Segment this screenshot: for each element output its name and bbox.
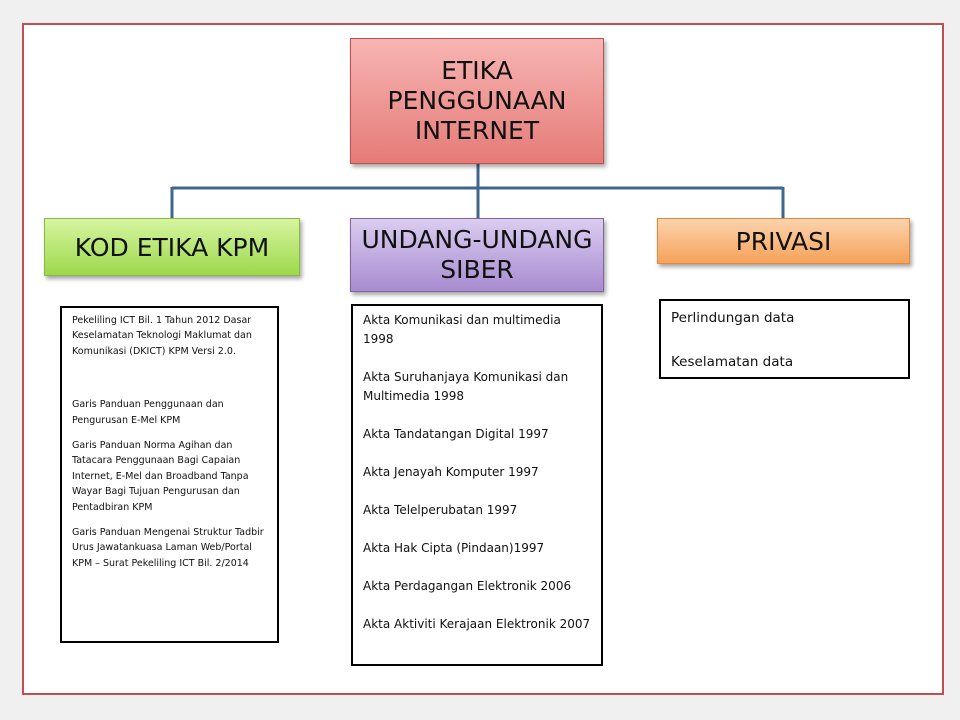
root-title (388, 56, 567, 146)
list-item: Akta Aktiviti Kerajaan Elektronik 2007 (363, 617, 591, 631)
list-item: Akta Perdagangan Elektronik 2006 (363, 579, 572, 593)
branch-node-kod-etika (44, 218, 300, 276)
undang-undang-siber-list (351, 304, 603, 666)
branch-node-privasi (657, 218, 910, 264)
branch-node-undang-undang-siber (350, 218, 604, 292)
branch-title-line: UNDANG-UNDANG (361, 225, 593, 254)
privasi-list (659, 299, 910, 379)
list-item: Pekeliling ICT Bil. 1 Tahun 2012 Dasar Keselamatan Teknologi Maklumat dan Komunikasi (DKICT) KPM Versi 2.0. (72, 315, 252, 357)
list-item: Perlindungan data (671, 310, 795, 326)
list-item: Akta Komunikasi dan multimedia 1998 (363, 313, 561, 346)
list-item: Akta Telelperubatan 1997 (363, 503, 518, 517)
branch-title: PRIVASI (735, 226, 832, 256)
root-title-line: INTERNET (414, 116, 540, 145)
list-item: Keselamatan data (671, 354, 794, 370)
root-title-line: ETIKA (441, 56, 513, 85)
list-item: Akta Suruhanjaya Komunikasi dan Multimedia 1998 (363, 370, 569, 403)
list-item: Garis Panduan Penggunaan dan Pengurusan E-Mel KPM (72, 399, 224, 426)
list-item: Akta Tandatangan Digital 1997 (363, 427, 549, 441)
root-title-line: PENGGUNAAN (387, 86, 567, 115)
root-node (350, 38, 604, 164)
list-item: Akta Jenayah Komputer 1997 (363, 465, 539, 479)
list-item: Akta Hak Cipta (Pindaan)1997 (363, 541, 545, 555)
list-item: Garis Panduan Mengenai Struktur Tadbir Urus Jawatankuasa Laman Web/Portal KPM – Surat Pekeliling ICT Bil. 2/2014 (72, 527, 264, 569)
list-item: Garis Panduan Norma Agihan dan Tatacara Penggunaan Bagi Capaian Internet, E-Mel dan Broadband Tanpa Wayar Bagi Tujuan Pengurusan dan Pentadbiran KPM (72, 440, 249, 513)
kod-etika-list (60, 306, 279, 643)
branch-title: KOD ETIKA KPM (74, 232, 270, 262)
branch-title-line: SIBER (440, 255, 514, 284)
branch-title (362, 225, 593, 285)
